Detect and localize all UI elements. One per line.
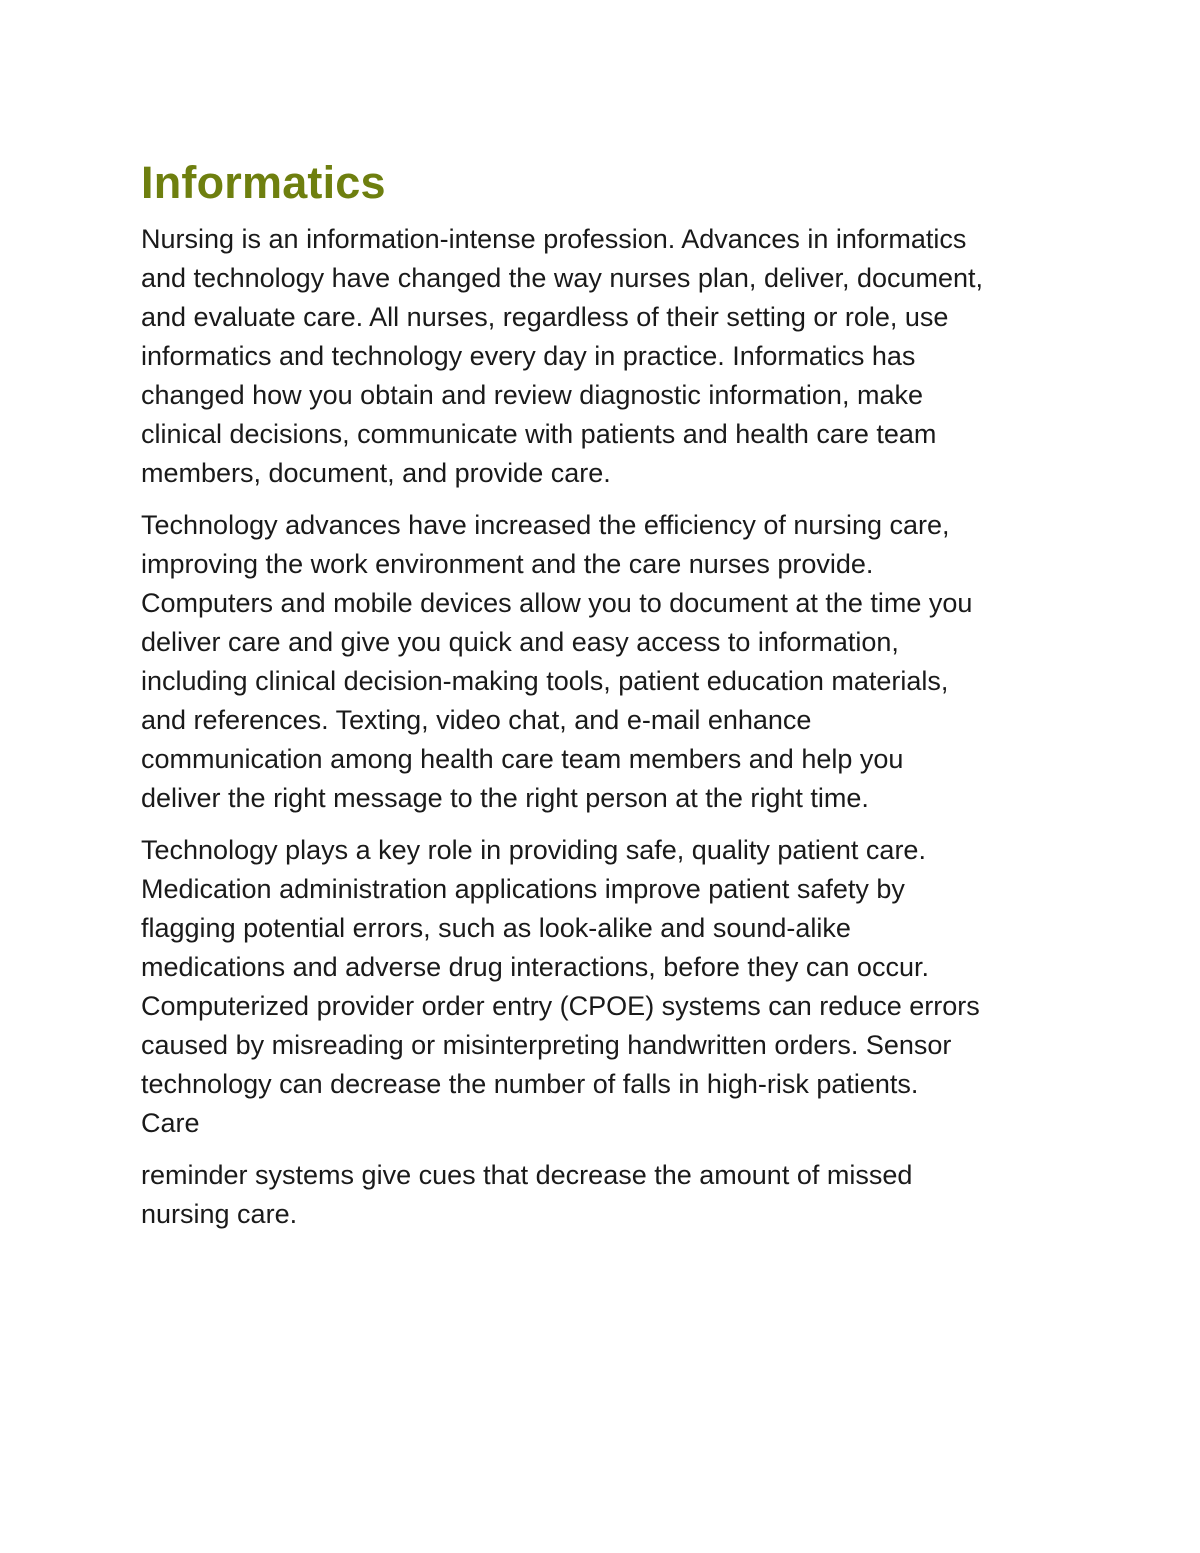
paragraph-4 (141, 1156, 1081, 1234)
text-line: caused by misreading or misinterpreting handwritten orders. Sensor (141, 1030, 952, 1060)
page-title: Informatics (141, 157, 386, 208)
document-body (141, 152, 1081, 1247)
text-line: improving the work environment and the care nurses provide. (141, 549, 874, 579)
text-line: nursing care. (141, 1199, 298, 1229)
text-line: flagging potential errors, such as look-alike and sound-alike (141, 913, 851, 943)
text-line: and technology have changed the way nurses plan, deliver, document, (141, 263, 984, 293)
text-line: and evaluate care. All nurses, regardless of their setting or role, use (141, 302, 949, 332)
text-line: clinical decisions, communicate with patients and health care team (141, 419, 937, 449)
text-line: Care (141, 1108, 200, 1138)
text-line: changed how you obtain and review diagnostic information, make (141, 380, 923, 410)
text-line: deliver the right message to the right person at the right time. (141, 783, 869, 813)
text-line: Technology plays a key role in providing safe, quality patient care. (141, 835, 926, 865)
text-line: Computers and mobile devices allow you to document at the time you (141, 588, 973, 618)
text-line: Medication administration applications improve patient safety by (141, 874, 905, 904)
text-line: informatics and technology every day in practice. Informatics has (141, 341, 916, 371)
text-line: members, document, and provide care. (141, 458, 611, 488)
text-line: deliver care and give you quick and easy access to information, (141, 627, 899, 657)
text-line: Nursing is an information-intense profession. Advances in informatics (141, 224, 967, 254)
paragraph-3 (141, 831, 1081, 1143)
text-line: Computerized provider order entry (CPOE) systems can reduce errors (141, 991, 980, 1021)
text-line: including clinical decision-making tools, patient education materials, (141, 666, 949, 696)
text-line: communication among health care team members and help you (141, 744, 904, 774)
paragraph-2 (141, 506, 1081, 818)
text-line: Technology advances have increased the efficiency of nursing care, (141, 510, 950, 540)
text-line: and references. Texting, video chat, and e-mail enhance (141, 705, 812, 735)
text-line: medications and adverse drug interactions, before they can occur. (141, 952, 929, 982)
paragraph-1 (141, 220, 1081, 493)
text-line: technology can decrease the number of falls in high-risk patients. (141, 1069, 919, 1099)
text-line: reminder systems give cues that decrease the amount of missed (141, 1160, 913, 1190)
